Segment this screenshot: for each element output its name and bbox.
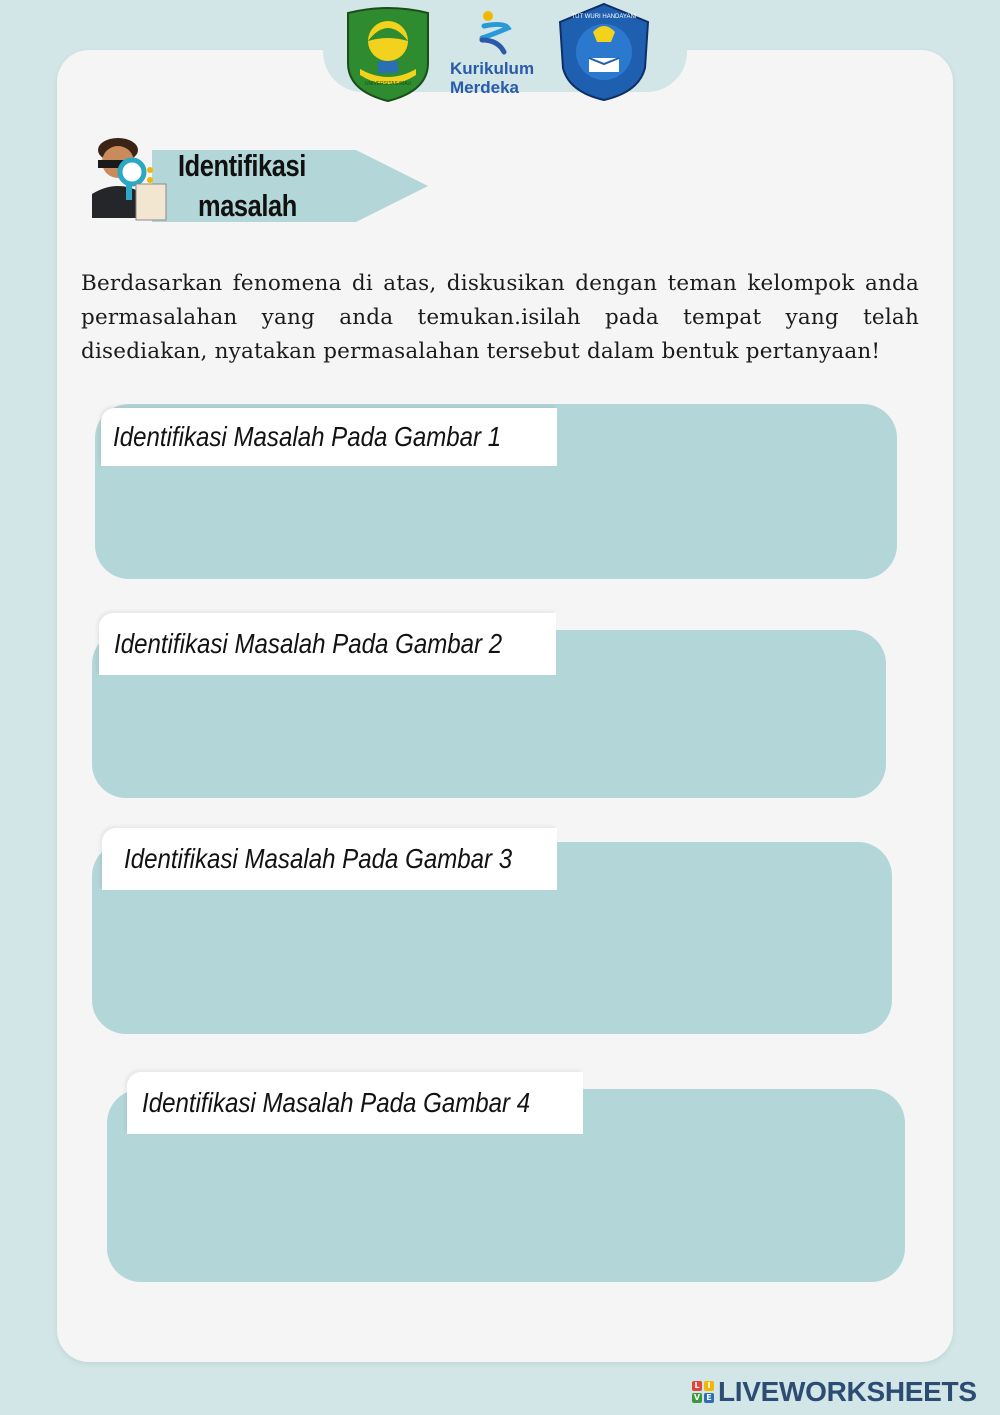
kurikulum-merdeka-icon	[474, 8, 514, 58]
kurikulum-text: Kurikulum	[450, 59, 535, 78]
merdeka-text: Merdeka	[450, 78, 519, 97]
answer-label-2-text: Identifikasi Masalah Pada Gambar 2	[114, 628, 503, 659]
answer-label-3	[102, 828, 557, 890]
kurikulum-merdeka-logo	[450, 59, 550, 97]
section-title-line2: masalah	[198, 188, 297, 223]
liveworksheets-icon: L I V E	[692, 1381, 714, 1403]
answer-label-1-text: Identifikasi Masalah Pada Gambar 1	[113, 421, 502, 452]
section-title-line1: Identifikasi	[178, 148, 306, 183]
answer-label-1	[101, 408, 557, 466]
answer-label-4-text: Identifikasi Masalah Pada Gambar 4	[142, 1087, 531, 1118]
answer-label-4	[127, 1072, 583, 1134]
section-title	[178, 146, 328, 226]
instructions-text: Berdasarkan fenomena di atas, diskusikan dengan teman kelompok anda permasalahan yang anda temukan.isilah pada tempat yang telah disediakan, nyatakan permasalahan tersebut dalam bentuk pertanyaan!	[81, 271, 919, 364]
liveworksheets-brand	[692, 1376, 977, 1408]
answer-label-3-text: Identifikasi Masalah Pada Gambar 3	[124, 843, 513, 874]
university-logo-caption: UNIVERSITAS RIAU	[364, 81, 412, 87]
answer-label-2	[99, 613, 556, 675]
liveworksheets-text: LIVEWORKSHEETS	[718, 1376, 977, 1407]
tut-wuri-caption: TUT WURI HANDAYANI	[571, 14, 637, 20]
tut-wuri-handayani-logo	[553, 2, 655, 102]
